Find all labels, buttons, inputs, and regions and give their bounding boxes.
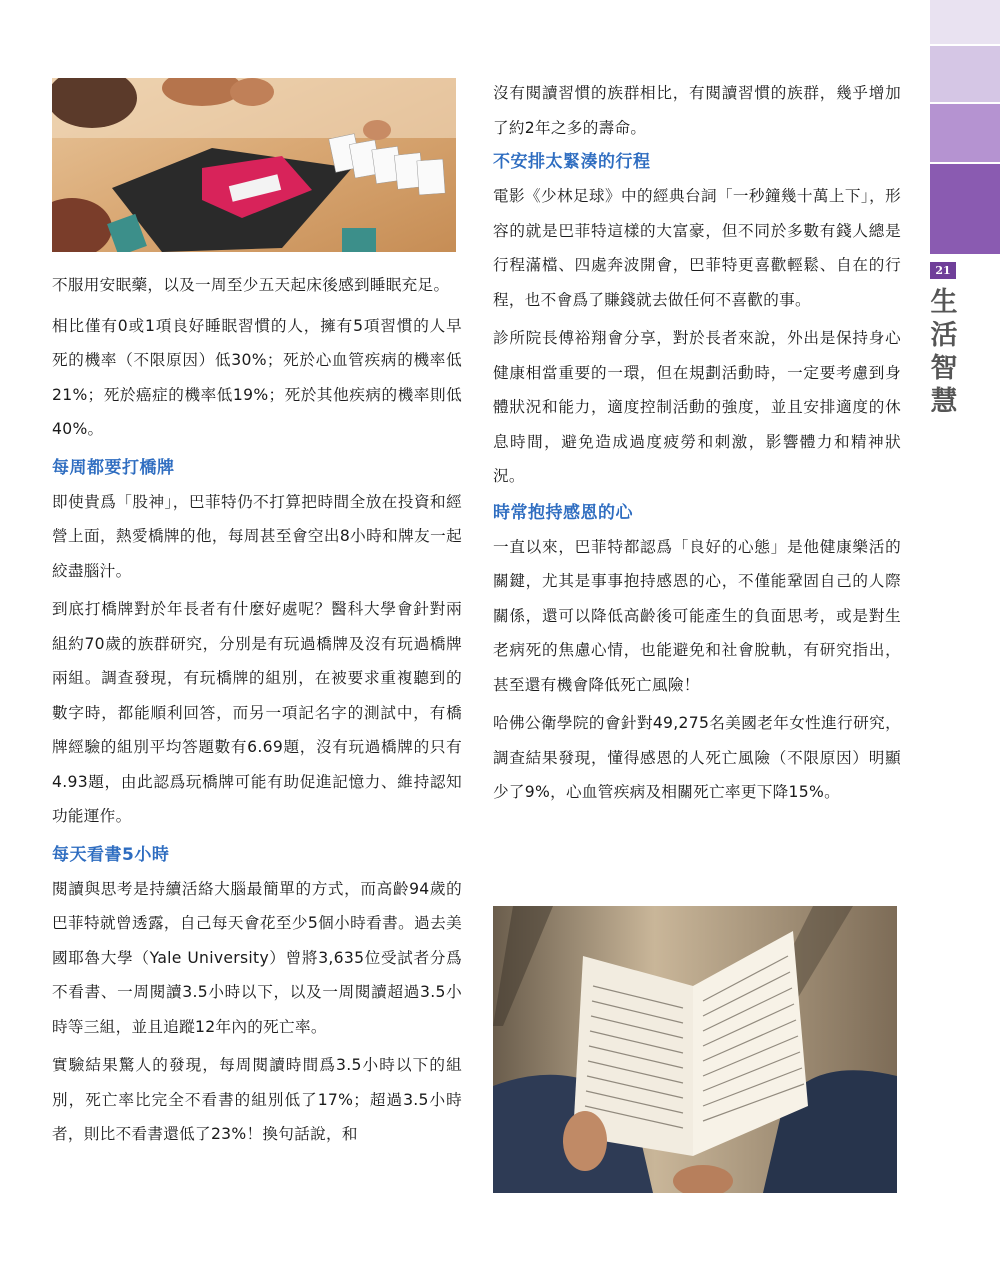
- paragraph: 哈佛公衛學院的會針對49,275名美國老年女性進行研究，調查結果發現，懂得感恩的人死亡風險（不限原因）明顯少了9%，心血管疾病及相關死亡率更下降15%。: [493, 714, 901, 801]
- chapter-tab-strip: [930, 0, 1000, 1275]
- paragraph: 閱讀與思考是持續活絡大腦最簡單的方式，而高齡94歲的巴菲特就曾透露，自己每天會花至少5個小時看書。過去美國耶魯大學（Yale University）曾將3,635位受試者分爲不看書、一周閱讀3.5小時以下，以及一周閱讀超過3.5小時等三組，並且追蹤12年內的死亡率。: [52, 879, 462, 1036]
- section-title-char: 慧: [930, 386, 958, 417]
- paragraph: 電影《少林足球》中的經典台詞「一秒鐘幾十萬上下」，形容的就是巴菲特這樣的大富豪，但不同於多數有錢人總是行程滿檔、四處奔波開會，巴菲特更喜歡輕鬆、自在的行程，也不會爲了賺錢就去做任何不喜歡的事。: [493, 187, 901, 309]
- paragraph: 不服用安眠藥，以及一周至少五天起床後感到睡眠充足。: [52, 276, 450, 294]
- paragraph: 實驗結果驚人的發現，每周閱讀時間爲3.5小時以下的組別，死亡率比完全不看書的組別低了17%；超過3.5小時者，則比不看書還低了23%！換句話說，和: [52, 1056, 462, 1143]
- section-heading-reading: 每天看書5小時: [52, 844, 170, 865]
- tab-color-block: [930, 46, 1000, 102]
- paragraph: 一直以來，巴菲特都認爲「良好的心態」是他健康樂活的關鍵，尤其是事事抱持感恩的心，不僅能鞏固自己的人際關係，還可以降低高齡後可能產生的負面思考，或是對生老病死的焦慮心情，也能避免和社會脫軌，有研究指出，甚至還有機會降低死亡風險！: [493, 537, 901, 694]
- section-title-char: 生: [930, 287, 958, 318]
- tab-color-block: [930, 0, 1000, 44]
- section-heading-bridge: 每周都要打橋牌: [52, 457, 175, 478]
- right-column: [493, 76, 901, 810]
- paragraph: 即使貴爲「股神」，巴菲特仍不打算把時間全放在投資和經營上面，熱愛橋牌的他，每周甚至會空出8小時和牌友一起絞盡腦汁。: [52, 492, 462, 580]
- section-heading-schedule: 不安排太緊湊的行程: [493, 152, 651, 172]
- section-heading-gratitude: 時常抱持感恩的心: [493, 502, 633, 523]
- paragraph: 診所院長傅裕翔會分享，對於長者來說，外出是保持身心健康相當重要的一環，但在規劃活動時，一定要考慮到身體狀況和能力，適度控制活動的強度，並且安排適度的休息時間，避免造成過度疲勞和刺激，影響體力和精神狀況。: [493, 329, 901, 485]
- tab-color-block: [930, 164, 1000, 254]
- reading-book-photo: [493, 906, 897, 1193]
- tab-color-block: [930, 104, 1000, 162]
- paragraph: 沒有閱讀習慣的族群相比，有閱讀習慣的族群，幾乎增加了約2年之多的壽命。: [493, 84, 901, 137]
- bridge-game-photo: [52, 78, 456, 252]
- page-number: 21: [930, 262, 956, 279]
- section-title-char: 活: [930, 320, 958, 351]
- paragraph: 到底打橋牌對於年長者有什麼好處呢？醫科大學會針對兩組約70歲的族群研究，分別是有玩過橋牌及沒有玩過橋牌兩組。調查發現，有玩橋牌的組別，在被要求重複聽到的數字時，都能順利回答，而另一項記名字的測試中，有橋牌經驗的組別平均答題數有6.69題，沒有玩過橋牌的只有4.93題，由此認爲玩橋牌可能有助促進記憶力、維持認知功能運作。: [52, 600, 462, 825]
- paragraph: 相比僅有0或1項良好睡眠習慣的人，擁有5項習慣的人早死的機率（不限原因）低30%；死於心血管疾病的機率低21%；死於癌症的機率低19%；死於其他疾病的機率則低40%。: [52, 316, 462, 438]
- section-title-vertical: [924, 286, 964, 418]
- left-column: [52, 268, 462, 1152]
- section-title-char: 智: [930, 353, 958, 384]
